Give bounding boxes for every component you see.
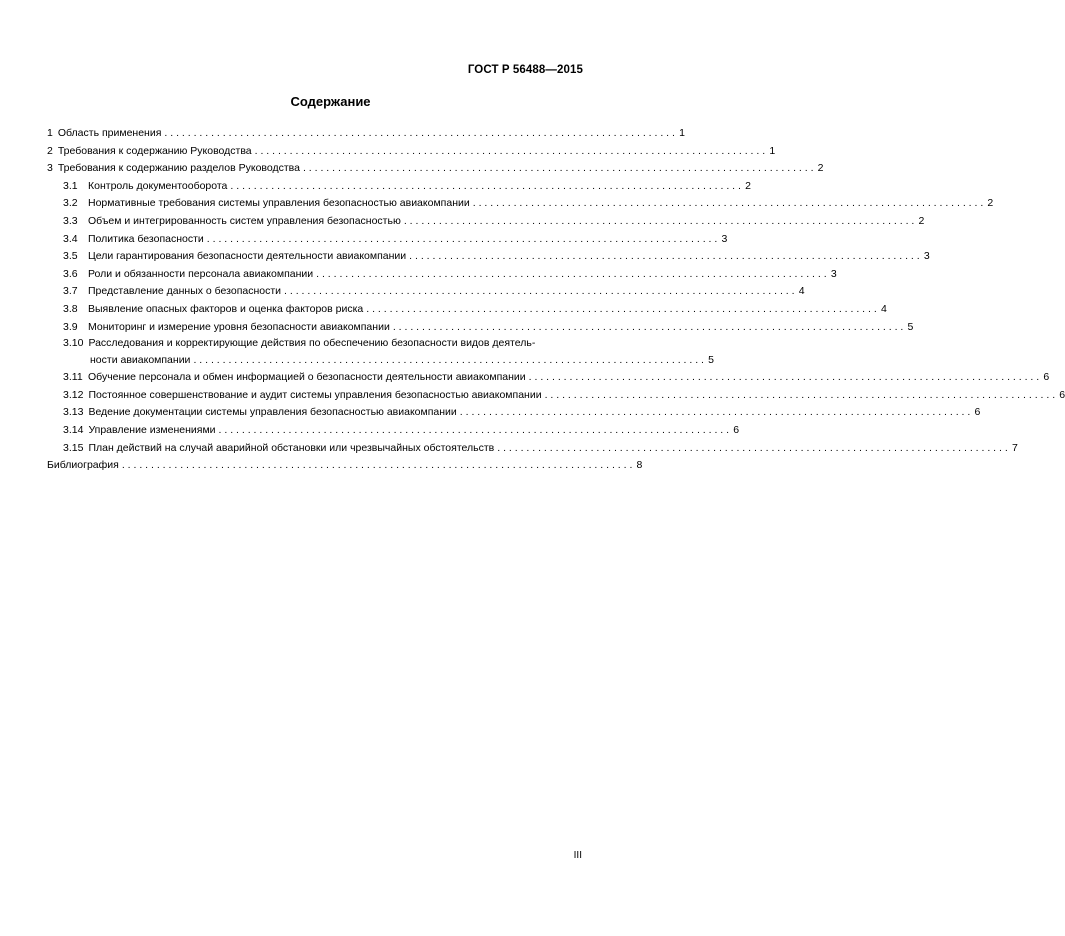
- toc-subentry[interactable]: [47, 213, 925, 231]
- toc-leader: [164, 125, 675, 143]
- toc-entry-number: 2: [47, 144, 53, 157]
- toc-leader: [409, 248, 920, 266]
- toc-subentry[interactable]: [47, 231, 728, 249]
- toc-entry-title: Область применения: [57, 127, 162, 139]
- toc-leader: [393, 319, 904, 337]
- toc-subentry[interactable]: [47, 369, 1050, 387]
- toc-leader: [460, 404, 971, 422]
- toc-subentry[interactable]: [47, 283, 805, 301]
- toc-entry-title: Контроль документооборота: [88, 179, 228, 192]
- toc-entry-page: 2: [817, 162, 824, 175]
- toc-entry-number: 3.5: [63, 250, 78, 263]
- toc-entry[interactable]: [47, 143, 776, 161]
- document-standard-number: ГОСТ Р 56488—2015: [467, 64, 583, 76]
- page-folio: III: [573, 850, 582, 861]
- toc-leader: [193, 351, 704, 369]
- toc-title: Содержание: [290, 94, 371, 109]
- toc-entry-title: Библиография: [47, 459, 119, 472]
- toc-entry-page: 4: [880, 302, 887, 315]
- toc-entry-page: 2: [745, 179, 751, 192]
- toc-entry-number: 3.10: [63, 337, 84, 350]
- toc-entry-page: 3: [830, 267, 837, 280]
- toc-leader: [545, 387, 1056, 405]
- toc-entry-page: 4: [798, 285, 805, 298]
- toc-subentry-continuation[interactable]: [47, 351, 714, 369]
- toc-entry-page: 2: [918, 214, 925, 227]
- toc-entry-title: Нормативные требования системы управления безопасностью авиакомпании: [88, 197, 470, 210]
- toc-entry-number: 3.1: [63, 179, 78, 192]
- toc-leader: [529, 369, 1040, 387]
- toc-leader: [284, 283, 795, 301]
- toc-subentry[interactable]: [47, 422, 740, 440]
- toc-entry-bibliography[interactable]: [47, 457, 643, 475]
- toc-entry-page: 1: [679, 127, 685, 139]
- toc-entry-number: 3: [47, 162, 53, 175]
- toc-entry-page: 6: [1059, 388, 1065, 401]
- toc-subentry[interactable]: [47, 266, 837, 284]
- toc-entry-page: 6: [1043, 371, 1050, 384]
- toc-entry-page: 5: [708, 354, 714, 367]
- toc-entry-title: Представление данных о безопасности: [88, 285, 282, 298]
- toc-entry-title: Мониторинг и измерение уровня безопасности авиакомпании: [88, 320, 390, 333]
- toc-entry-page: 5: [907, 320, 914, 333]
- toc-entry-title: Требования к содержанию Руководства: [57, 144, 252, 157]
- toc-entry-title: Выявление опасных факторов и оценка факторов риска: [88, 302, 364, 315]
- toc-entry-number: 3.6: [63, 267, 78, 280]
- toc-entry-title: План действий на случай аварийной обстановки или чрезвычайных обстоятельств: [88, 441, 495, 454]
- toc-subentry[interactable]: [47, 404, 981, 422]
- toc-subentry[interactable]: [47, 440, 1018, 458]
- toc-subentry[interactable]: [47, 248, 930, 266]
- toc-entry-number: 1: [47, 127, 53, 139]
- toc-leader: [404, 213, 915, 231]
- toc-leader: [303, 160, 814, 178]
- toc-entry-page: 1: [769, 144, 776, 157]
- toc-subentry[interactable]: [47, 178, 751, 196]
- toc-entry-number: 3.15: [63, 441, 84, 454]
- toc-leader: [366, 301, 877, 319]
- table-of-contents: [47, 125, 1065, 475]
- toc-entry-number: 3.4: [63, 232, 78, 245]
- toc-subentry[interactable]: [47, 336, 583, 351]
- toc-entry-page: 6: [974, 406, 981, 419]
- toc-leader: [219, 422, 730, 440]
- toc-entry-title: Политика безопасности: [88, 232, 204, 245]
- toc-entry-number: 3.7: [63, 285, 78, 298]
- toc-leader: [230, 178, 741, 196]
- toc-entry-title: Требования к содержанию разделов Руководства: [57, 162, 300, 175]
- toc-entry-title: Роли и обязанности персонала авиакомпании: [88, 267, 314, 280]
- toc-entry-number: 3.9: [63, 320, 78, 333]
- toc-leader: [207, 231, 718, 249]
- toc-entry-title: Ведение документации системы управления безопасностью авиакомпании: [88, 406, 457, 419]
- toc-entry-title: Постоянное совершенствование и аудит системы управления безопасностью авиакомпании: [88, 388, 542, 401]
- toc-entry-number: 3.11: [63, 371, 83, 384]
- toc-leader: [316, 266, 827, 284]
- toc-entry-title: Расследования и корректирующие действия по обеспечению безопасности видов деятель-: [88, 337, 536, 350]
- toc-entry-page: 6: [733, 423, 740, 436]
- toc-entry[interactable]: [47, 160, 824, 178]
- toc-subentry[interactable]: [47, 301, 887, 319]
- toc-entry-page: 2: [987, 197, 994, 210]
- toc-entry-number: 3.3: [63, 214, 78, 227]
- toc-entry-number: 3.2: [63, 197, 78, 210]
- toc-entry-page: 7: [1011, 441, 1018, 454]
- toc-subentry[interactable]: [47, 195, 994, 213]
- toc-entry-title: Управление изменениями: [88, 423, 216, 436]
- toc-entry-number: 3.8: [63, 302, 78, 315]
- toc-entry-page: 3: [923, 250, 930, 263]
- toc-leader: [122, 457, 633, 475]
- toc-entry-page: 3: [721, 232, 728, 245]
- toc-subentry[interactable]: [47, 387, 1065, 405]
- toc-leader: [473, 195, 984, 213]
- toc-entry-number: 3.14: [63, 423, 84, 436]
- toc-entry-title: Цели гарантирования безопасности деятельности авиакомпании: [88, 250, 407, 263]
- toc-entry[interactable]: [47, 125, 685, 143]
- toc-leader: [255, 143, 766, 161]
- toc-entry-title: Обучение персонала и обмен информацией о безопасности деятельности авиакомпании: [88, 371, 526, 384]
- toc-entry-number: 3.12: [63, 388, 84, 401]
- toc-entry-title-continuation: ности авиакомпании: [90, 354, 191, 367]
- toc-entry-number: 3.13: [63, 406, 84, 419]
- toc-entry-title: Объем и интегрированность систем управления безопасностью: [88, 214, 401, 227]
- toc-entry-page: 8: [636, 459, 643, 472]
- toc-subentry[interactable]: [47, 319, 914, 337]
- toc-leader: [497, 440, 1008, 458]
